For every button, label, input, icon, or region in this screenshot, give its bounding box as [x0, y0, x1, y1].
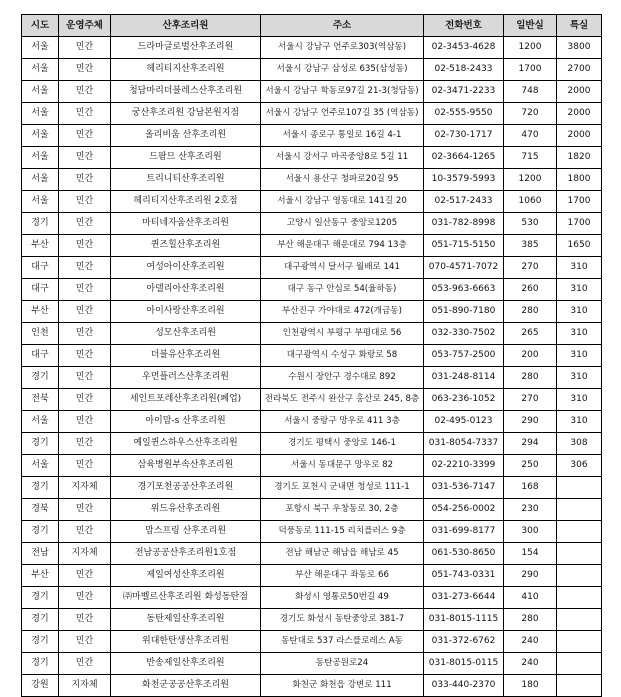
cell-special-price: 310	[557, 411, 602, 433]
table-row	[22, 345, 602, 367]
cell-special-price: 308	[557, 433, 602, 455]
cell-phone: 10-3579-5993	[424, 169, 504, 191]
cell-standard-price: 748	[504, 81, 557, 103]
cell-standard-price: 385	[504, 235, 557, 257]
cell-standard-price: 280	[504, 609, 557, 631]
table-row	[22, 213, 602, 235]
cell-name: 위대한탄생산후조리원	[111, 631, 261, 653]
table-row	[22, 323, 602, 345]
cell-special-price: 310	[557, 323, 602, 345]
cell-region: 서울	[22, 411, 59, 433]
cell-special-price: 1820	[557, 147, 602, 169]
cell-special-price	[557, 675, 602, 697]
cell-operator: 민간	[59, 499, 111, 521]
cell-operator: 민간	[59, 103, 111, 125]
header-region: 시도	[22, 15, 59, 37]
cell-standard-price: 280	[504, 367, 557, 389]
table-row	[22, 587, 602, 609]
cell-special-price: 2000	[557, 125, 602, 147]
cell-standard-price: 720	[504, 103, 557, 125]
cell-address: 대구 동구 안심로 54(율하동)	[261, 279, 424, 301]
cell-special-price	[557, 609, 602, 631]
cell-name: 헤리티지산후조리원	[111, 59, 261, 81]
cell-phone: 033-440-2370	[424, 675, 504, 697]
cell-phone: 02-495-0123	[424, 411, 504, 433]
table-row	[22, 543, 602, 565]
cell-special-price: 1800	[557, 169, 602, 191]
cell-phone: 02-730-1717	[424, 125, 504, 147]
cell-address: 대구광역시 수성구 화랑로 58	[261, 345, 424, 367]
table-row	[22, 609, 602, 631]
cell-phone: 02-3453-4628	[424, 37, 504, 59]
cell-name: 더블유산후조리원	[111, 345, 261, 367]
cell-operator: 민간	[59, 587, 111, 609]
cell-operator: 민간	[59, 521, 111, 543]
cell-address: 부산 해운대구 해운대로 794 13층	[261, 235, 424, 257]
cell-region: 부산	[22, 235, 59, 257]
cell-address: 수원시 장안구 경수대로 892	[261, 367, 424, 389]
cell-address: 서울시 강서구 마곡중앙8로 5길 11	[261, 147, 424, 169]
cell-operator: 민간	[59, 81, 111, 103]
cell-address: 전남 해남군 해남읍 해남로 45	[261, 543, 424, 565]
cell-phone: 032-330-7502	[424, 323, 504, 345]
cell-region: 경기	[22, 521, 59, 543]
cell-name: 세인트포레산후조리원(폐업)	[111, 389, 261, 411]
cell-region: 전남	[22, 543, 59, 565]
cell-region: 대구	[22, 345, 59, 367]
cell-name: 동탄제일산후조리원	[111, 609, 261, 631]
cell-phone: 031-8015-0115	[424, 653, 504, 675]
cell-name: 맘스프링 산후조리원	[111, 521, 261, 543]
cell-operator: 민간	[59, 389, 111, 411]
cell-operator: 민간	[59, 125, 111, 147]
cell-phone: 02-518-2433	[424, 59, 504, 81]
cell-standard-price: 265	[504, 323, 557, 345]
cell-operator: 민간	[59, 279, 111, 301]
cell-name: 위드유산후조리원	[111, 499, 261, 521]
cell-special-price: 1650	[557, 235, 602, 257]
table-row	[22, 653, 602, 675]
cell-operator: 민간	[59, 455, 111, 477]
cell-address: 경기도 포천시 군내면 청성로 111-1	[261, 477, 424, 499]
cell-name: 아이사랑산후조리원	[111, 301, 261, 323]
cell-address: 서울시 강남구 학동로97길 21-3(청담동)	[261, 81, 424, 103]
cell-name: 예일퀸스하우스산후조리원	[111, 433, 261, 455]
table-row	[22, 367, 602, 389]
cell-phone: 051-890-7180	[424, 301, 504, 323]
cell-name: 퀸즈힐산후조리원	[111, 235, 261, 257]
cell-phone: 02-3664-1265	[424, 147, 504, 169]
cell-address: 전라북도 전주시 완산구 홍산로 245, 8층	[261, 389, 424, 411]
cell-address: 서울시 동대문구 망우로 82	[261, 455, 424, 477]
cell-operator: 민간	[59, 235, 111, 257]
cell-operator: 지자체	[59, 543, 111, 565]
cell-phone: 061-530-8650	[424, 543, 504, 565]
cell-standard-price: 470	[504, 125, 557, 147]
table-row	[22, 59, 602, 81]
table-row	[22, 631, 602, 653]
cell-region: 경기	[22, 587, 59, 609]
table-row	[22, 411, 602, 433]
cell-region: 경기	[22, 433, 59, 455]
table-row	[22, 125, 602, 147]
table-row	[22, 279, 602, 301]
cell-region: 강원	[22, 675, 59, 697]
cell-phone: 053-963-6663	[424, 279, 504, 301]
cell-address: 서울시 용산구 청파로20길 95	[261, 169, 424, 191]
table-row	[22, 257, 602, 279]
cell-name: 청담마리더블레스산후조리원	[111, 81, 261, 103]
table-row	[22, 675, 602, 697]
cell-special-price	[557, 499, 602, 521]
cell-special-price: 310	[557, 301, 602, 323]
cell-region: 대구	[22, 279, 59, 301]
cell-phone: 031-248-8114	[424, 367, 504, 389]
cell-standard-price: 260	[504, 279, 557, 301]
table-body	[22, 37, 602, 697]
cell-name: 드라마글로벌산후조리원	[111, 37, 261, 59]
cell-special-price: 306	[557, 455, 602, 477]
cell-region: 경북	[22, 499, 59, 521]
table-row	[22, 455, 602, 477]
cell-standard-price: 290	[504, 411, 557, 433]
cell-address: 포항시 북구 우창동로 30, 2층	[261, 499, 424, 521]
cell-region: 서울	[22, 125, 59, 147]
cell-standard-price: 240	[504, 631, 557, 653]
cell-operator: 민간	[59, 631, 111, 653]
cell-phone: 031-699-8177	[424, 521, 504, 543]
table-row	[22, 389, 602, 411]
cell-address: 서울시 중랑구 망우로 411 3층	[261, 411, 424, 433]
cell-name: 궁산후조리원 강남본원지점	[111, 103, 261, 125]
cell-special-price: 3800	[557, 37, 602, 59]
cell-special-price: 2000	[557, 81, 602, 103]
cell-name: 헤리티지산후조리원 2호점	[111, 191, 261, 213]
care-center-table-wrapper	[21, 14, 601, 697]
cell-standard-price: 1200	[504, 37, 557, 59]
cell-name: 전남공공산후조리원1호점	[111, 543, 261, 565]
cell-phone: 02-3471-2233	[424, 81, 504, 103]
cell-special-price: 310	[557, 389, 602, 411]
cell-phone: 02-2210-3399	[424, 455, 504, 477]
cell-standard-price: 1200	[504, 169, 557, 191]
cell-name: 반송제일산후조리원	[111, 653, 261, 675]
header-operator: 운영주체	[59, 15, 111, 37]
cell-name: 아델리아산후조리원	[111, 279, 261, 301]
table-row	[22, 81, 602, 103]
cell-name: 올리비움 산후조리원	[111, 125, 261, 147]
cell-region: 경기	[22, 631, 59, 653]
cell-address: 동탄공원로24	[261, 653, 424, 675]
cell-standard-price: 530	[504, 213, 557, 235]
cell-address: 동탄대로 537 라스플로레스 A동	[261, 631, 424, 653]
cell-standard-price: 280	[504, 301, 557, 323]
cell-address: 부산 해운대구 좌동로 66	[261, 565, 424, 587]
cell-special-price	[557, 653, 602, 675]
cell-standard-price: 250	[504, 455, 557, 477]
cell-operator: 민간	[59, 191, 111, 213]
cell-phone: 054-256-0002	[424, 499, 504, 521]
cell-phone: 031-372-6762	[424, 631, 504, 653]
header-standard-room: 일반실	[504, 15, 557, 37]
table-row	[22, 191, 602, 213]
cell-operator: 민간	[59, 345, 111, 367]
table-row	[22, 433, 602, 455]
table-row	[22, 37, 602, 59]
cell-operator: 민간	[59, 169, 111, 191]
cell-standard-price: 180	[504, 675, 557, 697]
care-center-table	[21, 14, 602, 697]
cell-region: 서울	[22, 169, 59, 191]
cell-standard-price: 294	[504, 433, 557, 455]
cell-special-price	[557, 587, 602, 609]
cell-phone: 031-782-8998	[424, 213, 504, 235]
cell-operator: 민간	[59, 301, 111, 323]
cell-standard-price: 270	[504, 257, 557, 279]
cell-operator: 민간	[59, 213, 111, 235]
cell-special-price	[557, 565, 602, 587]
table-row	[22, 477, 602, 499]
cell-phone: 063-236-1052	[424, 389, 504, 411]
cell-standard-price: 410	[504, 587, 557, 609]
cell-phone: 053-757-2500	[424, 345, 504, 367]
header-special-room: 특실	[557, 15, 602, 37]
cell-region: 부산	[22, 565, 59, 587]
cell-special-price: 1700	[557, 213, 602, 235]
cell-special-price	[557, 543, 602, 565]
cell-operator: 지자체	[59, 477, 111, 499]
cell-standard-price: 300	[504, 521, 557, 543]
cell-address: 고양시 일산동구 중앙로1205	[261, 213, 424, 235]
cell-special-price: 310	[557, 257, 602, 279]
cell-standard-price: 240	[504, 653, 557, 675]
cell-address: 서울시 종로구 통일로 16길 4-1	[261, 125, 424, 147]
cell-address: 화천군 화천읍 강변로 111	[261, 675, 424, 697]
table-row	[22, 565, 602, 587]
cell-name: 마티네자움산후조리원	[111, 213, 261, 235]
cell-special-price: 310	[557, 367, 602, 389]
cell-operator: 지자체	[59, 675, 111, 697]
cell-phone: 031-8054-7337	[424, 433, 504, 455]
cell-standard-price: 1700	[504, 59, 557, 81]
cell-region: 경기	[22, 213, 59, 235]
cell-special-price	[557, 631, 602, 653]
table-row	[22, 235, 602, 257]
cell-region: 경기	[22, 653, 59, 675]
cell-special-price	[557, 521, 602, 543]
cell-region: 인천	[22, 323, 59, 345]
cell-region: 서울	[22, 103, 59, 125]
cell-operator: 민간	[59, 257, 111, 279]
cell-region: 전북	[22, 389, 59, 411]
cell-standard-price: 1060	[504, 191, 557, 213]
cell-operator: 민간	[59, 59, 111, 81]
cell-address: 덕풍동로 111-15 리치플러스 9층	[261, 521, 424, 543]
header-row	[22, 15, 602, 37]
cell-special-price	[557, 477, 602, 499]
cell-address: 인천광역시 부평구 부평대로 56	[261, 323, 424, 345]
cell-region: 대구	[22, 257, 59, 279]
header-address: 주소	[261, 15, 424, 37]
cell-name: 트리니티산후조리원	[111, 169, 261, 191]
cell-standard-price: 154	[504, 543, 557, 565]
cell-region: 서울	[22, 455, 59, 477]
cell-special-price: 1700	[557, 191, 602, 213]
cell-operator: 민간	[59, 367, 111, 389]
cell-operator: 민간	[59, 609, 111, 631]
cell-name: 삼육병원부속산후조리원	[111, 455, 261, 477]
cell-address: 서울시 강남구 언주로303(역삼동)	[261, 37, 424, 59]
cell-region: 경기	[22, 367, 59, 389]
cell-name: 우먼플러스산후조리원	[111, 367, 261, 389]
cell-operator: 민간	[59, 653, 111, 675]
cell-operator: 민간	[59, 411, 111, 433]
cell-phone: 031-536-7147	[424, 477, 504, 499]
cell-address: 서울시 강남구 삼성로 635(삼성동)	[261, 59, 424, 81]
cell-operator: 민간	[59, 147, 111, 169]
cell-standard-price: 200	[504, 345, 557, 367]
cell-address: 화성시 영통로50번길 49	[261, 587, 424, 609]
header-name: 산후조리원	[111, 15, 261, 37]
cell-phone: 051-743-0331	[424, 565, 504, 587]
cell-name: ㈜마벨르산후조리원 화성동탄점	[111, 587, 261, 609]
table-row	[22, 169, 602, 191]
cell-address: 서울시 강남구 언주로107길 35 (역삼동)	[261, 103, 424, 125]
cell-name: 아이맘-s 산후조리원	[111, 411, 261, 433]
cell-name: 여성아이산후조리원	[111, 257, 261, 279]
cell-operator: 민간	[59, 323, 111, 345]
cell-name: 경기포천공공산후조리원	[111, 477, 261, 499]
header-phone: 전화번호	[424, 15, 504, 37]
cell-standard-price: 230	[504, 499, 557, 521]
cell-standard-price: 168	[504, 477, 557, 499]
cell-phone: 02-555-9550	[424, 103, 504, 125]
cell-standard-price: 715	[504, 147, 557, 169]
table-row	[22, 301, 602, 323]
cell-phone: 031-273-6644	[424, 587, 504, 609]
cell-standard-price: 270	[504, 389, 557, 411]
table-row	[22, 499, 602, 521]
cell-operator: 민간	[59, 37, 111, 59]
cell-name: 성모산후조리원	[111, 323, 261, 345]
cell-address: 대구광역시 달서구 월배로 141	[261, 257, 424, 279]
cell-region: 서울	[22, 147, 59, 169]
table-header	[22, 15, 602, 37]
cell-region: 서울	[22, 59, 59, 81]
cell-region: 경기	[22, 477, 59, 499]
table-row	[22, 103, 602, 125]
cell-address: 경기도 화성시 동탄중앙로 381-7	[261, 609, 424, 631]
cell-phone: 051-715-5150	[424, 235, 504, 257]
table-row	[22, 147, 602, 169]
cell-special-price: 2700	[557, 59, 602, 81]
cell-name: 드팜므 산후조리원	[111, 147, 261, 169]
table-row	[22, 521, 602, 543]
cell-operator: 민간	[59, 433, 111, 455]
cell-special-price: 2000	[557, 103, 602, 125]
cell-standard-price: 290	[504, 565, 557, 587]
cell-special-price: 310	[557, 279, 602, 301]
cell-phone: 070-4571-7072	[424, 257, 504, 279]
cell-region: 부산	[22, 301, 59, 323]
cell-operator: 민간	[59, 565, 111, 587]
cell-region: 서울	[22, 37, 59, 59]
cell-name: 제일여성산후조리원	[111, 565, 261, 587]
cell-phone: 02-517-2433	[424, 191, 504, 213]
cell-name: 화천군공공산후조리원	[111, 675, 261, 697]
cell-region: 경기	[22, 609, 59, 631]
cell-special-price: 310	[557, 345, 602, 367]
cell-region: 서울	[22, 81, 59, 103]
cell-address: 경기도 평택시 중앙로 146-1	[261, 433, 424, 455]
cell-phone: 031-8015-1115	[424, 609, 504, 631]
cell-address: 부산진구 가야대로 472(개금동)	[261, 301, 424, 323]
cell-region: 서울	[22, 191, 59, 213]
cell-address: 서울시 강남구 영동대로 141길 20	[261, 191, 424, 213]
